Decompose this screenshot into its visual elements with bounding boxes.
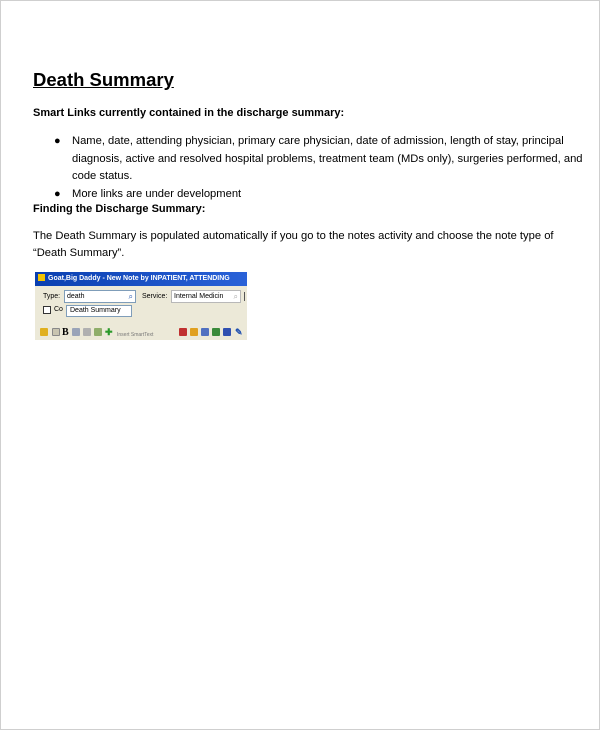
search-icon[interactable]: ⌕ <box>233 292 238 301</box>
checkbox-label: Co <box>54 306 63 313</box>
bold-button[interactable]: B <box>62 327 69 338</box>
list-icon[interactable] <box>72 328 80 336</box>
service-input[interactable] <box>171 290 241 303</box>
window-titlebar <box>35 272 247 286</box>
bullet-icon: ● <box>54 135 61 147</box>
spellcheck-icon[interactable] <box>94 328 102 336</box>
app-icon <box>38 274 45 281</box>
finding-heading: Finding the Discharge Summary: <box>33 203 206 215</box>
service-input-value: Internal Medicin <box>174 293 224 300</box>
star-icon[interactable] <box>40 328 48 336</box>
undo-icon[interactable] <box>83 328 91 336</box>
smart-links-heading: Smart Links currently contained in the discharge summary: <box>33 107 345 119</box>
cosign-checkbox[interactable] <box>43 306 51 314</box>
editor-toolbar <box>35 325 247 340</box>
document-icon[interactable] <box>201 328 209 336</box>
finding-paragraph: The Death Summary is populated automatically if you go to the notes activity and choose the note type of “Death Summary”. <box>33 230 554 259</box>
save-icon[interactable] <box>179 328 187 336</box>
type-label: Type: <box>43 293 61 300</box>
type-input[interactable] <box>64 290 136 303</box>
divider <box>244 292 245 301</box>
page-title: Death Summary <box>33 69 174 90</box>
list-item <box>33 186 599 204</box>
print-icon[interactable] <box>212 328 220 336</box>
forward-icon[interactable] <box>190 328 198 336</box>
window-title: Goat,Big Daddy - New Note by INPATIENT, ATTENDING <box>48 275 230 282</box>
pen-icon[interactable]: ✎ <box>235 327 243 337</box>
type-input-value: death <box>67 293 85 300</box>
list-item-text: Name, date, attending physician, primary care physician, date of admission, length of stay, principal diagnosis, active and resolved hospital problems, treatment team (MDs only), surgeries performed, and code status. <box>72 135 583 182</box>
bullet-icon: ● <box>54 187 61 200</box>
note-type-dropdown-option[interactable]: Death Summary <box>66 305 132 317</box>
search-icon[interactable]: ⌕ <box>128 292 133 301</box>
service-label: Service: <box>142 293 168 300</box>
embedded-screenshot <box>35 272 247 340</box>
sign-icon[interactable] <box>223 328 231 336</box>
dropdown-arrow-icon[interactable] <box>52 328 60 336</box>
list-item-text: More links are under development <box>72 187 242 200</box>
list-item <box>33 133 599 186</box>
smart-links-list <box>33 133 599 203</box>
insert-smarttext-field[interactable]: Insert SmartText <box>117 332 154 338</box>
add-icon[interactable]: ✚ <box>105 327 113 337</box>
